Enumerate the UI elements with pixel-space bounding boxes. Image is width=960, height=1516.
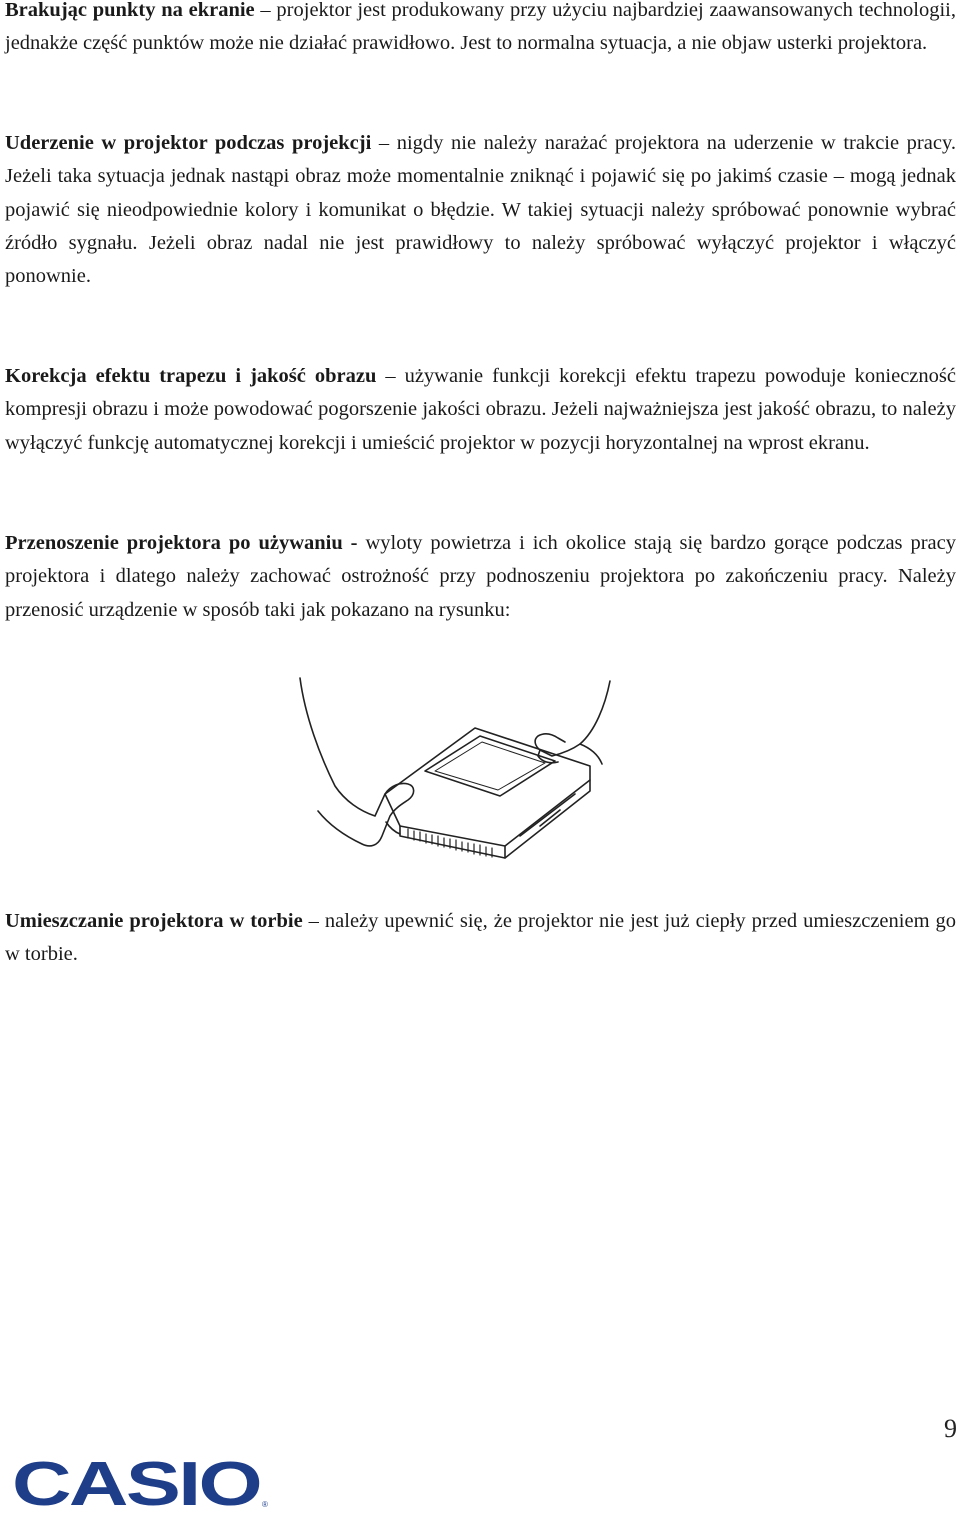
paragraph-keystone [5, 360, 956, 460]
paragraph-text: – nigdy nie należy narażać projektora na uderzenie w trakcie pracy. Jeżeli taka sytuacja jednak nastąpi obraz może momentalnie zniknąć i pojawić się po jakimś czasie – mogą jednak pojawić się nieodpowiednie kolory i komunikat o błędzie. W takiej sytuacji należy spróbować ponownie wybrać źródło sygnału. Jeżeli obraz nadal nie jest prawidłowy to należy spróbować wyłączyć projektor i włączyć ponownie. [5, 132, 957, 288]
paragraph-heading: Przenoszenie projektora po używaniu - [5, 532, 358, 554]
paragraph-impact [5, 127, 956, 293]
paragraph-heading: Brakując punkty na ekranie [5, 0, 255, 21]
paragraph-text: – używanie funkcji korekcji efektu trapezu powoduje konieczność kompresji obrazu i może powodować pogorszenie jakości obrazu. Jeżeli najważniejsza jest jakość obrazu, to należy wyłączyć funkcję automatycznej korekcji i umieścić projektor w pozycji horyzontalnej na wprost ekranu. [5, 365, 956, 454]
paragraph-heading: Korekcja efektu trapezu i jakość obrazu [5, 365, 377, 387]
paragraph-carrying [5, 527, 956, 627]
svg-text:CASIO: CASIO [12, 1455, 260, 1511]
paragraph-heading: Uderzenie w projektor podczas projekcji [5, 132, 372, 154]
paragraph-bag [5, 905, 956, 972]
paragraph-heading: Umieszczanie projektora w torbie [5, 910, 303, 932]
paragraph-text: wyloty powietrza i ich okolice stają się bardzo gorące podczas pracy projektora i dlatego należy zachować ostrożność przy podnoszeniu projektora po zakończeniu pracy. Należy przenosić urządzenie w sposób taki jak pokazano na rysunku: [5, 532, 956, 621]
casio-logo [12, 1455, 272, 1511]
svg-text:®: ® [262, 1500, 268, 1509]
projector-carrying-illustration [290, 676, 620, 866]
paragraph-dead-pixels [5, 0, 956, 61]
paragraph-text: – należy upewnić się, że projektor nie jest już ciepły przed umieszczeniem go w torbie. [5, 910, 957, 966]
paragraph-text: – projektor jest produkowany przy użyciu najbardziej zaawansowanych technologii, jednakże część punktów może nie działać prawidłowo. Jest to normalna sytuacja, a nie objaw usterki projektora. [5, 0, 956, 55]
page-number: 9 [944, 1414, 957, 1443]
